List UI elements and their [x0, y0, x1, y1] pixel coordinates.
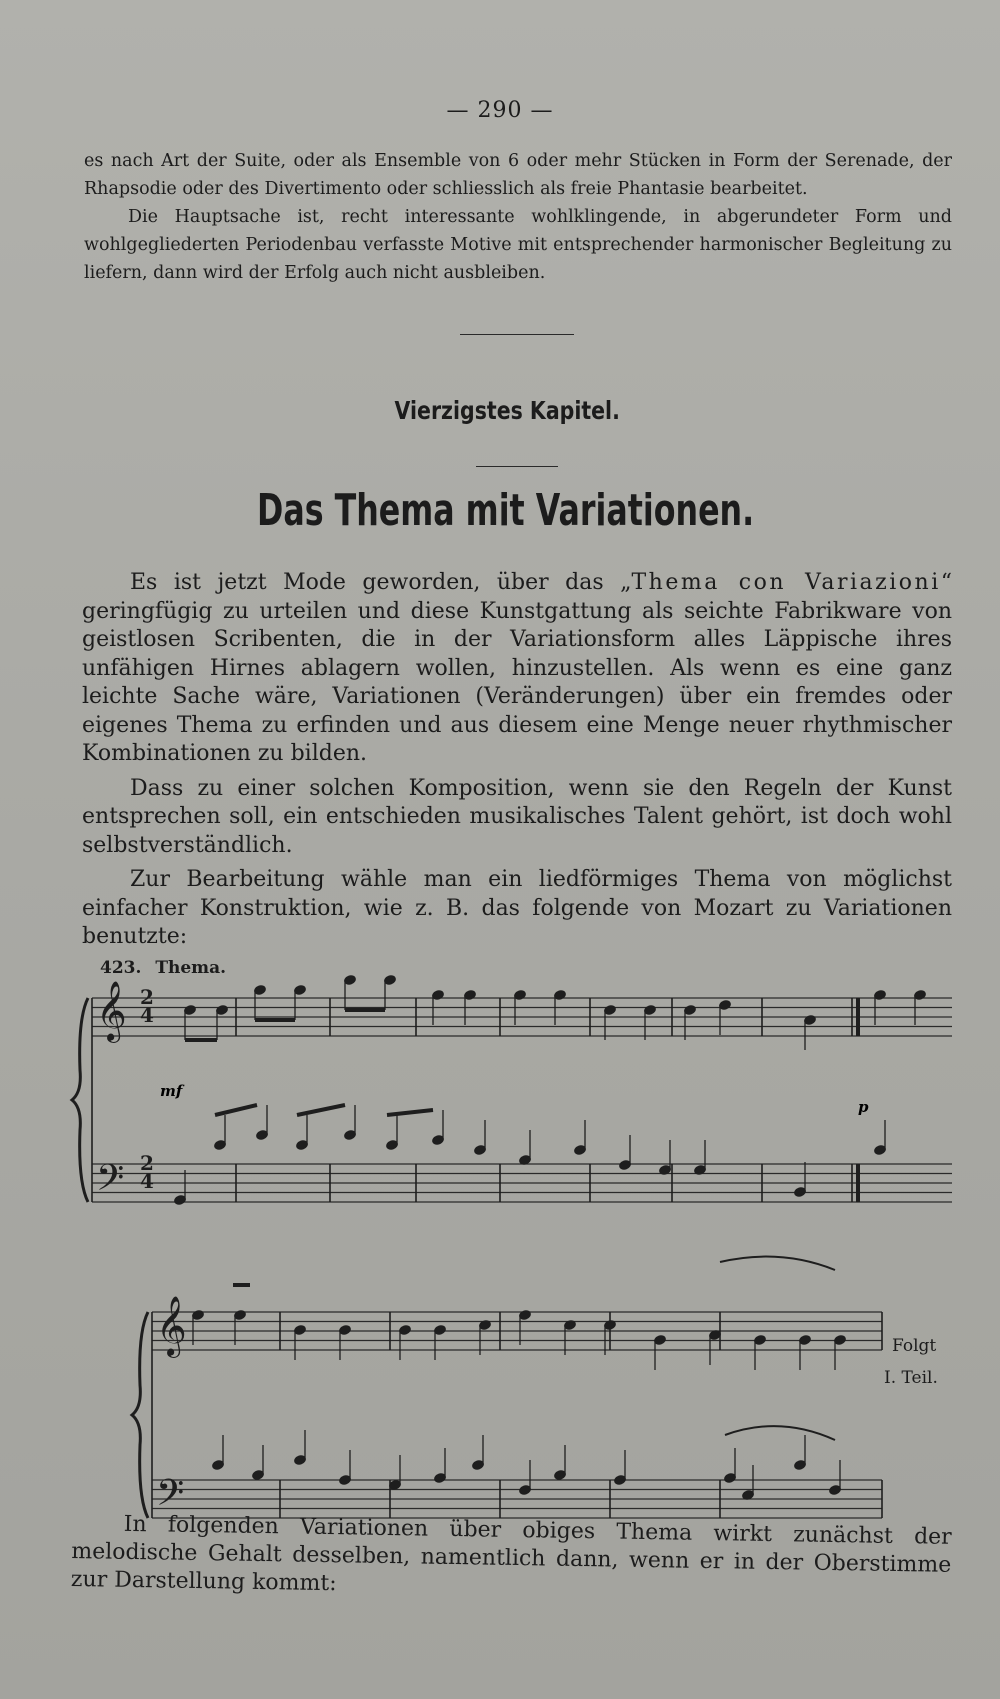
dynamic-mf: mf — [160, 1082, 183, 1100]
brace — [132, 1312, 148, 1518]
paragraph-1-start: Es ist jetzt Mode geworden, über das „ — [130, 570, 632, 595]
top-paragraph-2: Die Hauptsache ist, recht interessante wohlklingende, in abgerundeter Form und wohlgegliederten Periodenbau verfasste Motive mit entsprechender harmonischer Begleitung zu liefern, dann wird der Erfolg auch nicht ausbleiben. — [84, 207, 952, 283]
paragraph-1-end: “ geringfügig zu urteilen und diese Kunstgattung als seichte Fabrikware von geistlosen Scribenten, die in der Variationsform alles Läppische ihres unfähigen Hirnes ablagern wollen, hinzustellen. Als wenn es eine ganz leichte Sache wäre, Variationen (Veränderungen) über ein fremdes oder eigenes Thema zu erfinden und aus diesem eine Menge neuer rhythmischer Kombinationen zu bilden. — [82, 570, 952, 766]
chapter-title: Das Thema mit Variationen. — [257, 485, 755, 536]
treble-clef-icon: 𝄞 — [96, 981, 127, 1041]
beam — [297, 1105, 345, 1115]
slur — [720, 1257, 835, 1270]
staff-lines — [92, 998, 952, 1518]
page-number: — 290 — — [446, 98, 554, 123]
time-signature-top: 2 — [140, 985, 154, 1009]
bass-clef-icon: 𝄢 — [96, 1157, 125, 1208]
time-signature-top: 2 — [140, 1151, 154, 1175]
treble-clef-icon: 𝄞 — [156, 1296, 187, 1356]
chapter-heading: Vierzigstes Kapitel. — [394, 396, 620, 425]
top-paragraph-1: es nach Art der Suite, oder als Ensemble von 6 oder mehr Stücken in Form der Serenade, der Rhapsodie oder des Divertimento oder schliesslich als freie Phantasie bearbeitet. — [84, 151, 952, 199]
body-paragraph-3: Zur Bearbeitung wähle man ein liedförmiges Thema von möglichst einfacher Konstruktion, wie z. B. das folgende von Mozart zu Variationen benutzte: — [82, 867, 952, 949]
slur — [725, 1426, 835, 1440]
folgt-label: Folgt — [892, 1336, 937, 1356]
time-signature-bottom: 4 — [140, 1169, 154, 1193]
beam — [215, 1105, 257, 1115]
bar-lines — [92, 998, 882, 1518]
beam — [387, 1110, 433, 1115]
body-paragraph-2: Dass zu einer solchen Komposition, wenn sie den Regeln der Kunst entsprechen soll, ein entschieden musikalisches Talent gehört, ist doch wohl selbstverständlich. — [82, 775, 952, 858]
time-signature-bottom: 4 — [140, 1003, 154, 1027]
thema-con-variazioni: Thema con Variazioni — [631, 570, 941, 595]
body-paragraph-4: In folgenden Variationen über obiges Thema wirkt zunächst der melodische Gehalt desselben, namentlich dann, wenn er in der Oberstimme zur Darstellung kommt: — [70, 1511, 952, 1597]
bass-clef-icon: 𝄢 — [156, 1472, 185, 1523]
teil-label: I. Teil. — [884, 1368, 938, 1388]
brace — [72, 998, 88, 1202]
example-number: 423. — [100, 958, 142, 978]
braces — [72, 998, 148, 1518]
example-title: Thema. — [155, 958, 227, 978]
notes — [173, 974, 926, 1500]
bottom-text-block — [71, 1510, 952, 1608]
dynamic-p: p — [858, 1098, 869, 1116]
